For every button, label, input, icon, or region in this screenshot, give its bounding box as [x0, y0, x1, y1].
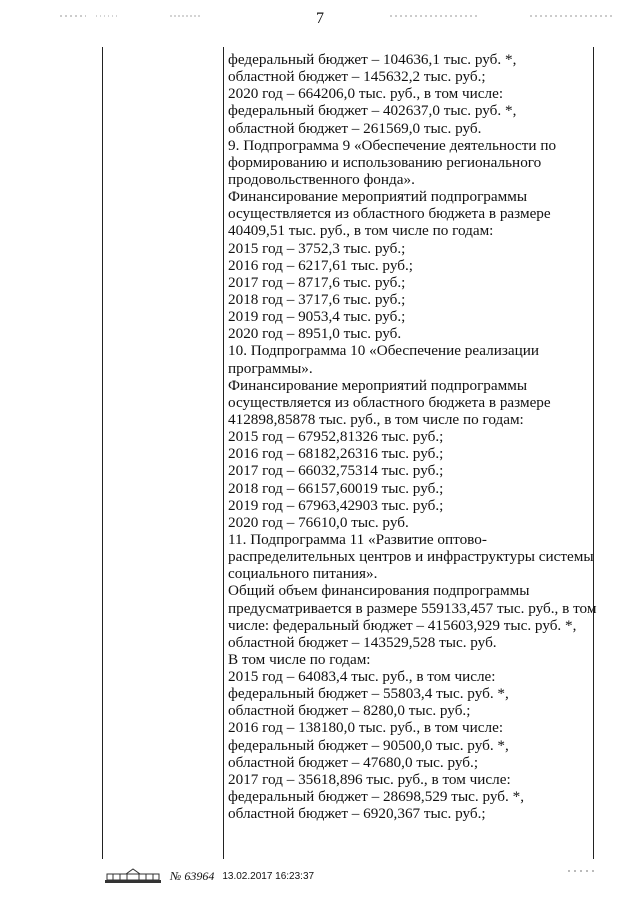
document-number: № 63964: [170, 868, 215, 883]
text-line: федеральный бюджет – 28698,529 тыс. руб. *,: [228, 788, 524, 806]
text-line: областной бюджет – 261569,0 тыс. руб.: [228, 119, 482, 137]
text-line: формированию и использованию регионального: [228, 153, 542, 171]
text-line: 40409,51 тыс. руб., в том числе по годам:: [228, 222, 494, 240]
text-line: числе: федеральный бюджет – 415603,929 тыс. руб. *,: [228, 616, 577, 634]
text-line: областной бюджет – 143529,528 тыс. руб.: [228, 633, 497, 651]
text-line: 11. Подпрограмма 11 «Развитие оптово-: [228, 530, 487, 548]
text-line: 9. Подпрограмма 9 «Обеспечение деятельности по: [228, 136, 557, 154]
text-line: 2019 год – 9053,4 тыс. руб.;: [228, 308, 406, 326]
text-line: 2017 год – 8717,6 тыс. руб.;: [228, 273, 406, 291]
text-line: областной бюджет – 145632,2 тыс. руб.;: [228, 68, 486, 86]
text-line: Финансирование мероприятий подпрограммы: [228, 376, 528, 394]
text-line: 2016 год – 68182,26316 тыс. руб.;: [228, 445, 444, 463]
text-line: 2018 год – 66157,60019 тыс. руб.;: [228, 479, 444, 497]
document-footer: [104, 868, 314, 884]
text-line: предусматривается в размере 559133,457 тыс. руб., в том: [228, 599, 597, 617]
text-line: федеральный бюджет – 104636,1 тыс. руб. *,: [228, 51, 517, 68]
page-number: 7: [316, 10, 324, 27]
text-line: федеральный бюджет – 55803,4 тыс. руб. *,: [228, 685, 509, 703]
text-line: 2017 год – 66032,75314 тыс. руб.;: [228, 462, 444, 480]
text-line: федеральный бюджет – 90500,0 тыс. руб. *,: [228, 736, 509, 754]
registry-building-icon: [104, 868, 162, 884]
text-line: Общий объем финансирования подпрограммы: [228, 582, 530, 600]
text-line: областной бюджет – 8280,0 тыс. руб.;: [228, 702, 471, 720]
text-line: В том числе по годам:: [228, 650, 371, 668]
text-line: 2019 год – 67963,42903 тыс. руб.;: [228, 496, 444, 514]
scan-corner-mark: [568, 866, 594, 876]
column-divider: [223, 47, 224, 859]
text-line: 2020 год – 76610,0 тыс. руб.: [228, 513, 409, 531]
text-line: Финансирование мероприятий подпрограммы: [228, 188, 528, 206]
text-line: 2015 год – 67952,81326 тыс. руб.;: [228, 428, 444, 446]
text-line: областной бюджет – 6920,367 тыс. руб.;: [228, 805, 486, 823]
text-line: 412898,85878 тыс. руб., в том числе по годам:: [228, 410, 524, 428]
text-line: 2016 год – 6217,61 тыс. руб.;: [228, 256, 413, 274]
text-line: федеральный бюджет – 402637,0 тыс. руб. *,: [228, 102, 517, 120]
text-line: распределительных центров и инфраструктуры системы: [228, 548, 594, 566]
table-right-column: [228, 51, 597, 823]
text-line: социального питания».: [228, 565, 378, 583]
text-line: 2020 год – 664206,0 тыс. руб., в том числе:: [228, 85, 504, 103]
text-line: 2020 год – 8951,0 тыс. руб.: [228, 325, 402, 343]
text-line: осуществляется из областного бюджета в размере: [228, 205, 551, 223]
text-line: продовольственного фонда».: [228, 170, 415, 188]
registration-timestamp: 13.02.2017 16:23:37: [222, 870, 315, 882]
text-line: осуществляется из областного бюджета в размере: [228, 393, 551, 411]
text-line: 10. Подпрограмма 10 «Обеспечение реализации: [228, 342, 539, 360]
text-line: программы».: [228, 359, 313, 377]
text-line: 2015 год – 3752,3 тыс. руб.;: [228, 239, 406, 257]
text-line: 2016 год – 138180,0 тыс. руб., в том числе:: [228, 719, 504, 737]
text-line: 2017 год – 35618,896 тыс. руб., в том числе:: [228, 770, 511, 788]
text-line: областной бюджет – 47680,0 тыс. руб.;: [228, 753, 479, 771]
text-line: 2015 год – 64083,4 тыс. руб., в том числе:: [228, 668, 496, 686]
text-line: 2018 год – 3717,6 тыс. руб.;: [228, 290, 406, 308]
